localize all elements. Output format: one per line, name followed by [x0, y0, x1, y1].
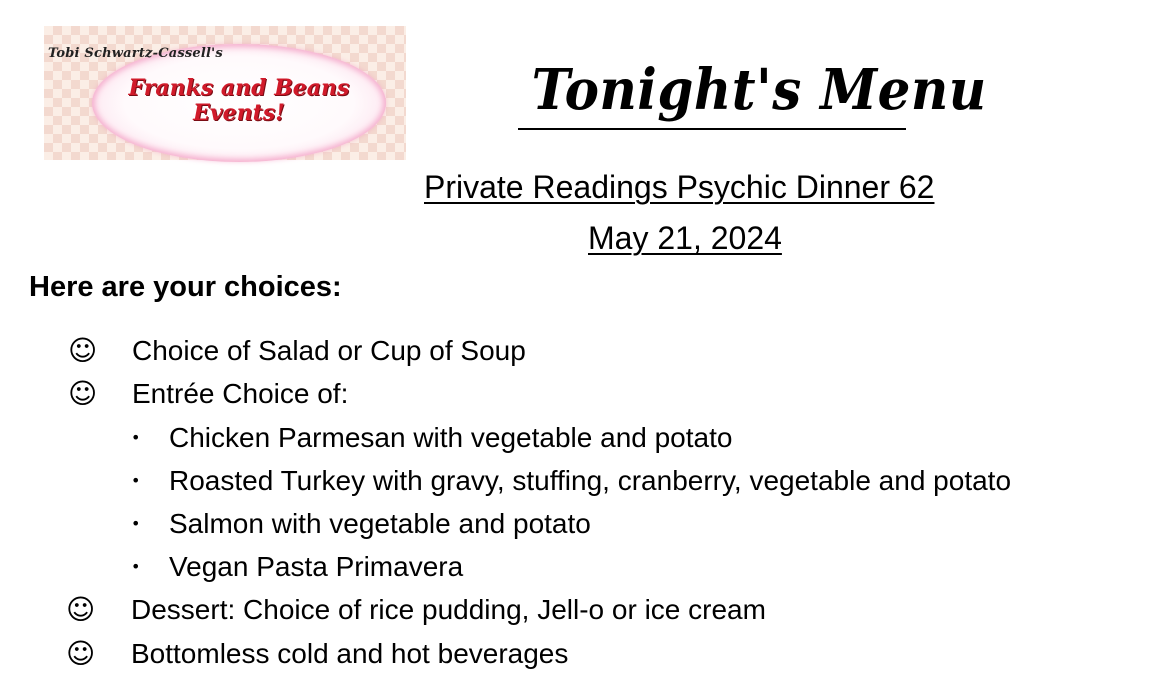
bullet-dot-icon: •: [131, 471, 141, 490]
smiley-face-icon: ☺: [66, 637, 96, 670]
menu-item-dessert: Dessert: Choice of rice pudding, Jell-o or ice cream: [131, 594, 766, 625]
choices-heading: Here are your choices:: [29, 271, 342, 303]
entree-option: Chicken Parmesan with vegetable and potato: [169, 422, 733, 453]
logo-owner-name: Tobi Schwartz-Cassell's: [48, 46, 223, 61]
menu-item-beverages: Bottomless cold and hot beverages: [131, 638, 569, 669]
entree-option: Salmon with vegetable and potato: [169, 508, 591, 539]
smiley-face-icon: ☺: [66, 593, 96, 626]
bullet-dot-icon: •: [131, 428, 141, 447]
entree-option: Vegan Pasta Primavera: [169, 551, 464, 582]
logo-brand-name: Franks and Beans Events!: [128, 75, 350, 126]
entree-option: Roasted Turkey with gravy, stuffing, cranberry, vegetable and potato: [169, 465, 1012, 496]
event-date: May 21, 2024: [588, 220, 782, 256]
menu-item-entree: Entrée Choice of:: [132, 378, 349, 409]
bullet-dot-icon: •: [131, 514, 141, 533]
menu-title: Tonight's Menu: [531, 57, 987, 123]
event-name: Private Readings Psychic Dinner 62: [424, 169, 935, 205]
menu-item-salad-soup: Choice of Salad or Cup of Soup: [132, 335, 526, 366]
smiley-face-icon: ☺: [68, 334, 98, 367]
bullet-dot-icon: •: [131, 557, 141, 576]
smiley-face-icon: ☺: [68, 377, 98, 410]
